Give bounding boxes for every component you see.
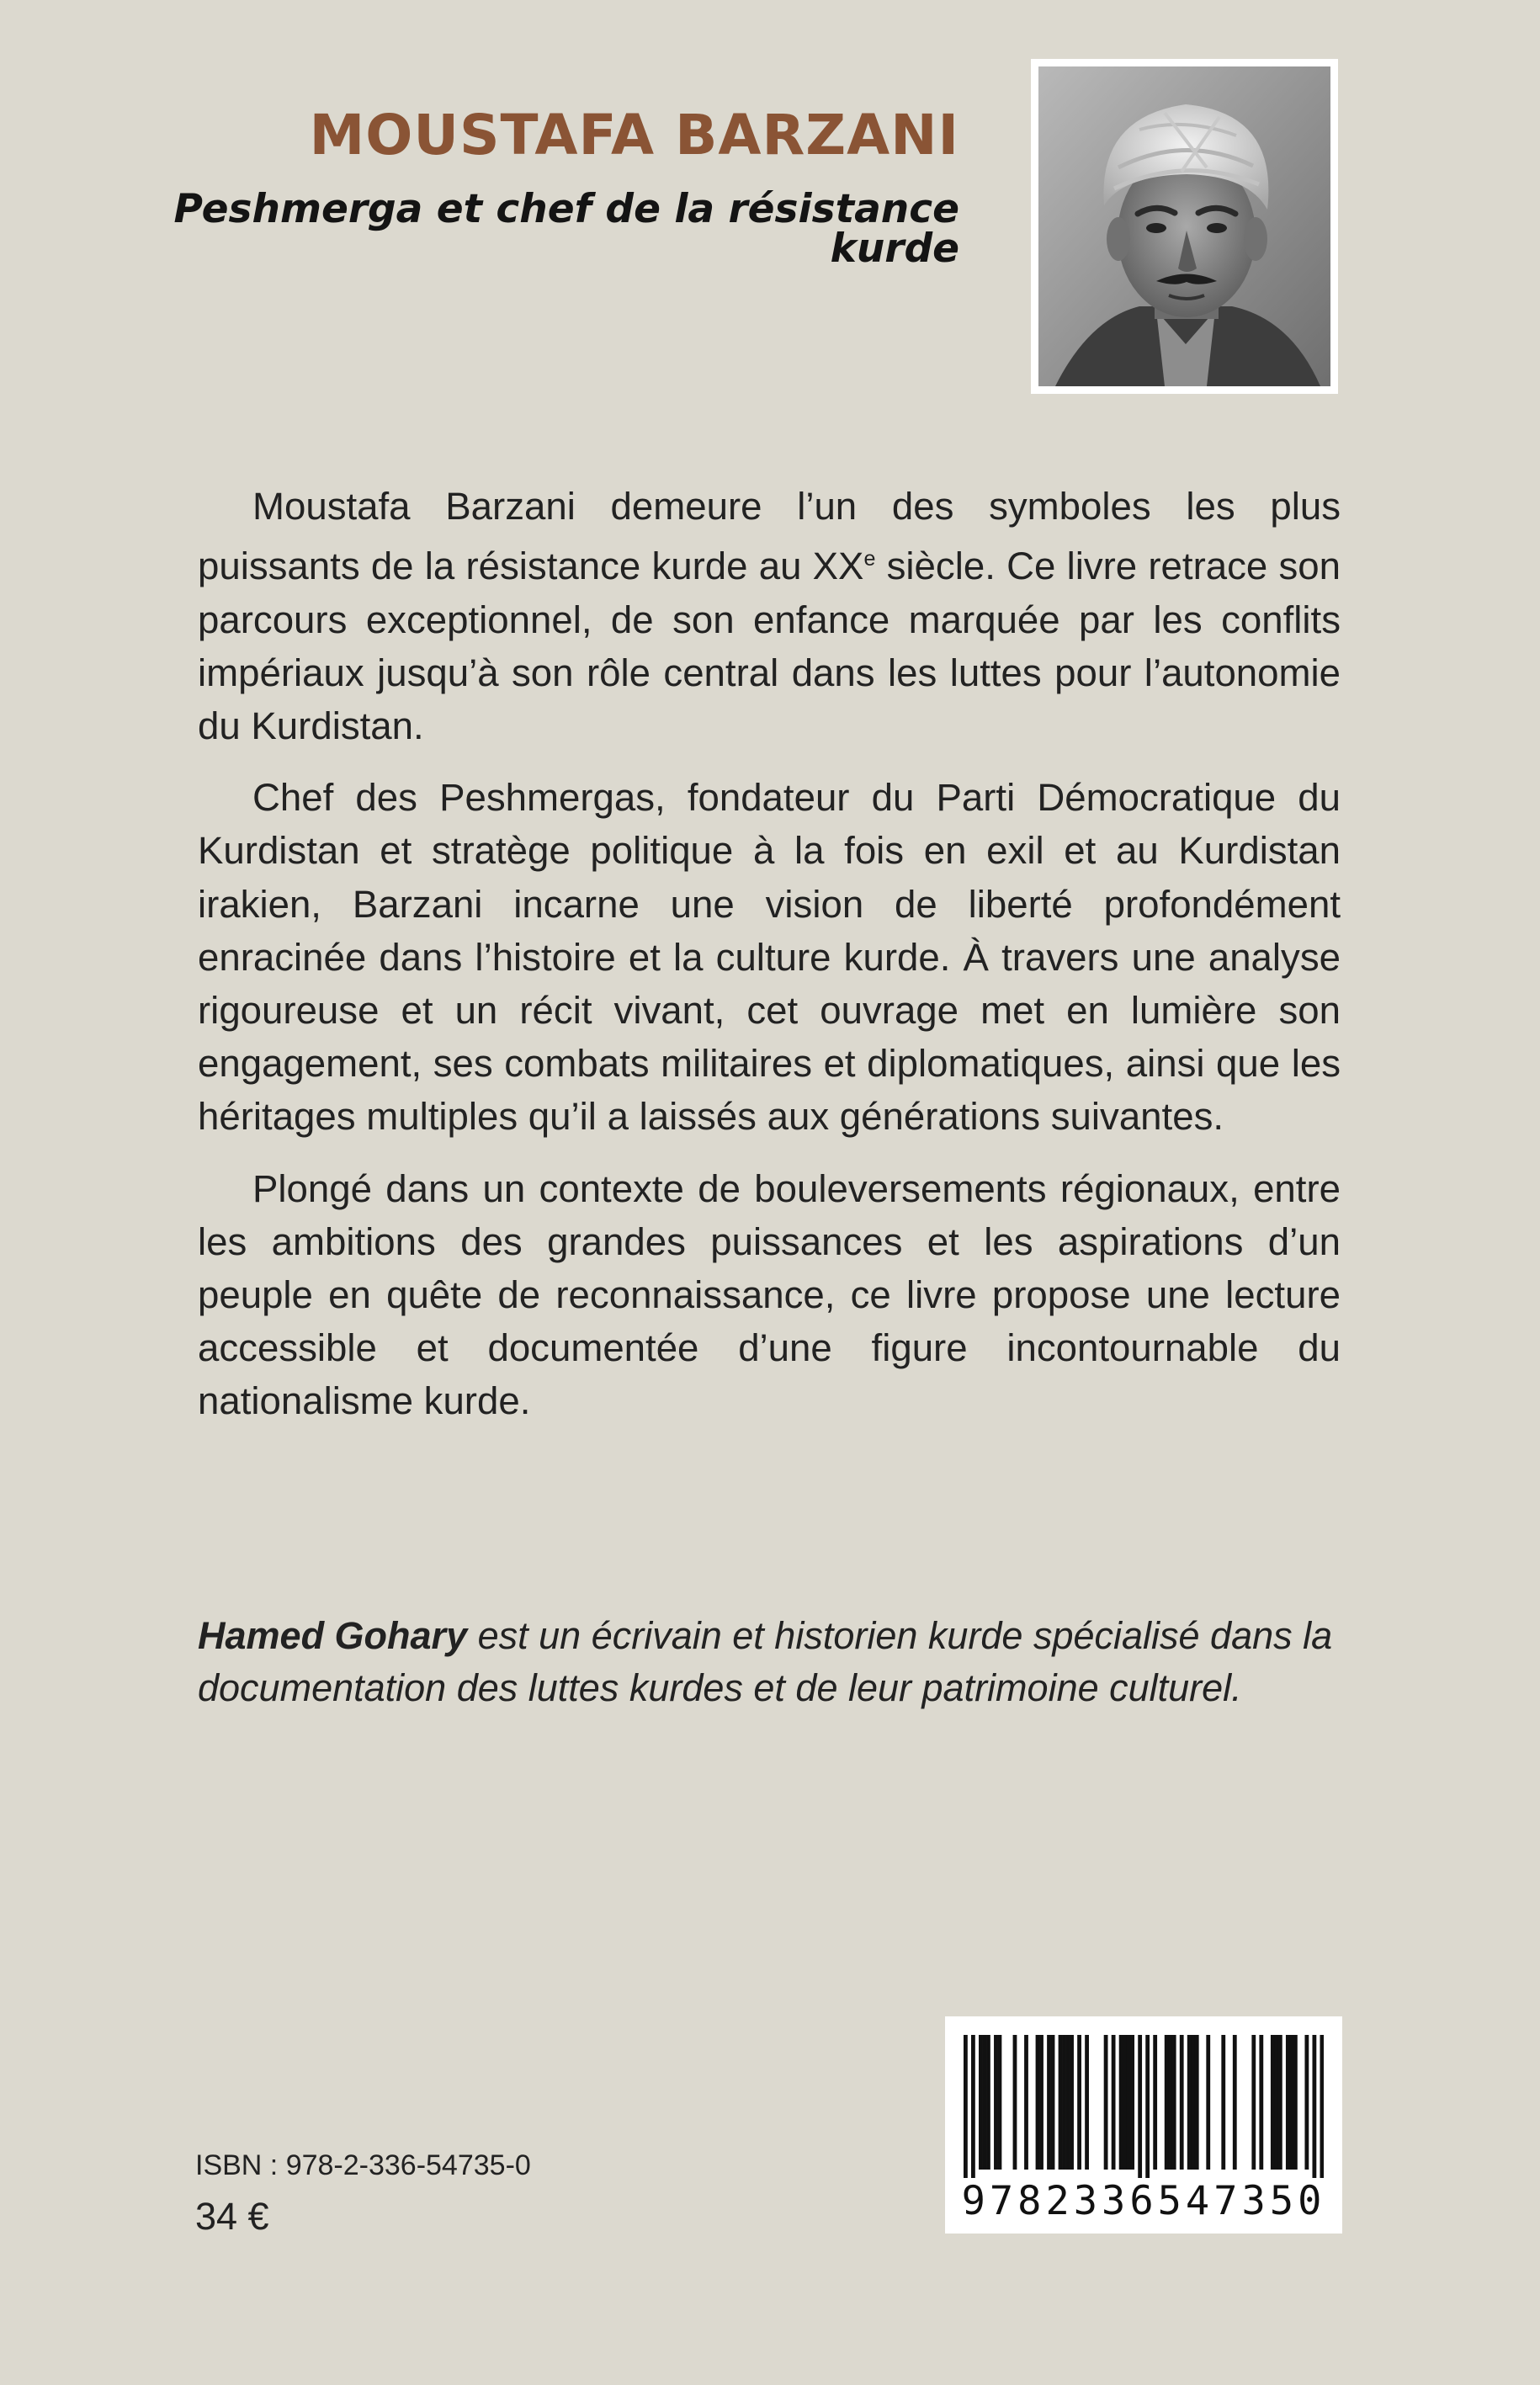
book-title: MOUSTAFA BARZANI xyxy=(309,103,959,167)
barcode-bar xyxy=(1168,2035,1172,2170)
superscript-e: e xyxy=(863,547,876,571)
paragraph-1-start: Moustafa Barzani demeure l’un des symboles les plus puissants de la résistance kurde au XX xyxy=(198,485,1341,588)
barcode-bar xyxy=(1165,2035,1169,2170)
barcode-bars xyxy=(964,2035,1324,2178)
barcode-bar xyxy=(1059,2035,1063,2170)
barcode-bar xyxy=(979,2035,983,2170)
barcode-bar xyxy=(1278,2035,1282,2170)
barcode-digits: 9782336547350 xyxy=(961,2178,1326,2224)
description-paragraph-1 xyxy=(198,480,1341,752)
barcode-bar xyxy=(1187,2035,1192,2170)
barcode-bar xyxy=(1112,2035,1116,2170)
barcode-bar xyxy=(983,2035,987,2170)
barcode-bar xyxy=(1251,2035,1256,2170)
barcode-bar xyxy=(1233,2035,1237,2170)
barcode-bar xyxy=(1293,2035,1298,2170)
barcode-bar xyxy=(1206,2035,1210,2170)
barcode-bar xyxy=(1274,2035,1278,2170)
barcode-bar xyxy=(1024,2035,1028,2170)
barcode-bar xyxy=(1127,2035,1131,2170)
barcode-bar xyxy=(1221,2035,1225,2170)
author-bio xyxy=(198,1610,1393,1714)
barcode-bar xyxy=(1013,2035,1017,2170)
barcode-bar xyxy=(1119,2035,1123,2170)
barcode-bar xyxy=(998,2035,1002,2170)
barcode xyxy=(945,2016,1342,2234)
barcode-bar xyxy=(1304,2035,1309,2170)
barcode-bar xyxy=(1039,2035,1043,2170)
author-portrait xyxy=(1031,59,1338,394)
barcode-bar xyxy=(1153,2035,1157,2170)
barcode-bar xyxy=(1123,2035,1127,2170)
barcode-bar xyxy=(1062,2035,1066,2170)
barcode-bar xyxy=(1077,2035,1081,2170)
barcode-bar xyxy=(994,2035,998,2170)
barcode-bar xyxy=(1259,2035,1263,2170)
barcode-bar xyxy=(986,2035,990,2170)
barcode-bar xyxy=(971,2035,975,2178)
barcode-bar xyxy=(1047,2035,1051,2170)
barcode-bar xyxy=(1130,2035,1134,2170)
barcode-bar xyxy=(1180,2035,1184,2170)
barcode-bar xyxy=(1312,2035,1316,2178)
barcode-bar xyxy=(1172,2035,1176,2170)
description-paragraph-2: Chef des Peshmergas, fondateur du Parti Démocratique du Kurdistan et stratège politique à la fois en exil et au Kurdistan irakien, Barzani incarne une vision de liberté profondément enracinée dans l’histoire et la culture kurde. À travers une analyse rigoureuse et un récit vivant, cet ouvrage met en lumière son engagement, ses combats militaires et diplomatiques, ainsi que les héritages multiples qu’il a laissés aux générations suivantes. xyxy=(198,776,1341,1139)
barcode-bar xyxy=(1085,2035,1089,2170)
author-name: Hamed Gohary xyxy=(198,1614,468,1657)
barcode-bar xyxy=(1051,2035,1055,2170)
barcode-bar xyxy=(1138,2035,1142,2178)
barcode-bar xyxy=(1289,2035,1293,2170)
barcode-bar xyxy=(1070,2035,1074,2170)
barcode-bar xyxy=(1036,2035,1040,2170)
barcode-bar xyxy=(1320,2035,1324,2178)
barcode-bar xyxy=(1271,2035,1275,2170)
barcode-bar xyxy=(1195,2035,1199,2170)
book-subtitle: Peshmerga et chef de la résistance kurde xyxy=(173,186,959,272)
barcode-bar xyxy=(1286,2035,1290,2170)
description xyxy=(198,480,1341,1447)
paragraph-1-end: siècle. Ce livre retrace son parcours exceptionnel, de son enfance marquée par les conflits impériaux jusqu’à son rôle central dans les luttes pour l’autonomie du Kurdistan. xyxy=(198,544,1341,747)
portrait-photo-icon xyxy=(1038,66,1330,386)
isbn: ISBN : 978-2-336-54735-0 xyxy=(195,2149,531,2181)
description-paragraph-3: Plongé dans un contexte de bouleversements régionaux, entre les ambitions des grandes puissances et les aspirations d’un peuple en quête de reconnaissance, ce livre propose une lecture accessible et documentée d’une figure incontournable du nationalisme kurde. xyxy=(198,1166,1341,1423)
barcode-bar xyxy=(964,2035,968,2178)
barcode-bar xyxy=(1145,2035,1150,2178)
barcode-bar xyxy=(1104,2035,1108,2170)
barcode-bar xyxy=(1066,2035,1070,2170)
barcode-bar xyxy=(1191,2035,1195,2170)
price: 34 € xyxy=(195,2195,269,2238)
author-bio-text: est un écrivain et historien kurde spécialisé dans la documentation des luttes kurdes et de leur patrimoine culturel. xyxy=(198,1614,1333,1709)
